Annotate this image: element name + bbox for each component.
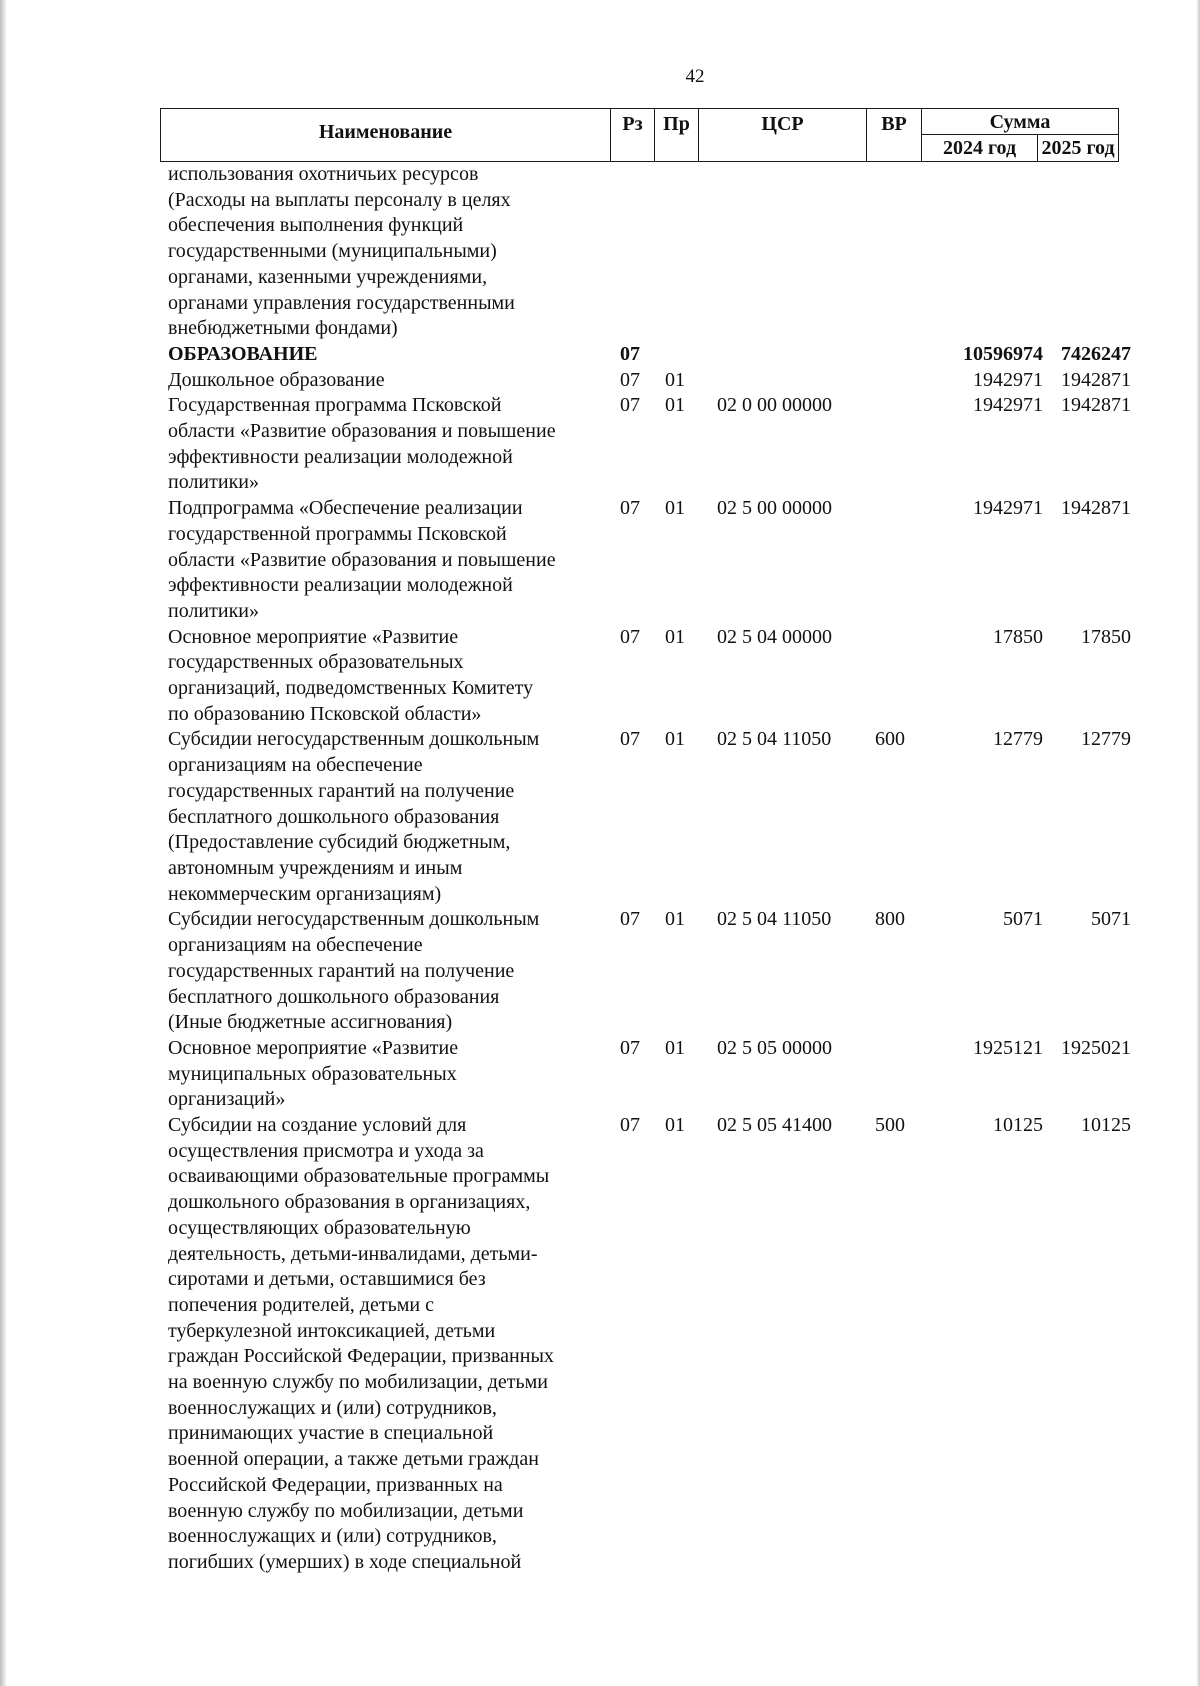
row-sum-2025: 1942871 (1061, 368, 1131, 391)
row-sum-2025: 10125 (1081, 1114, 1131, 1137)
row-rz: 07 (620, 1036, 640, 1059)
table-row (168, 393, 1131, 496)
row-sum-2024: 1925121 (973, 1036, 1043, 1059)
scan-right-edge (1196, 0, 1200, 1686)
row-sum-2025: 12779 (1081, 728, 1131, 751)
table-body (168, 162, 1131, 1576)
row-pr: 01 (665, 1114, 685, 1137)
row-pr: 01 (665, 394, 685, 417)
row-sum-2024: 10125 (993, 1114, 1043, 1137)
row-name: Основное мероприятие «Развитие муниципальных образовательных организаций» (168, 1036, 459, 1111)
row-pr: 01 (665, 497, 685, 520)
row-name: ОБРАЗОВАНИЕ (168, 342, 318, 365)
row-csr: 02 0 00 00000 (717, 394, 832, 417)
page-number: 42 (685, 66, 705, 87)
row-sum-2024: 5071 (1003, 908, 1043, 931)
row-name: Субсидии негосударственным дошкольным организациям на обеспечение государственных гарантий на получение бесплатного дошкольного образования (Предоставление субсидий бюджетным, автономным учреждениям и иным некоммерческим организациям) (168, 728, 540, 905)
row-pr: 01 (665, 1036, 685, 1059)
row-rz: 07 (620, 728, 640, 751)
row-pr: 01 (665, 908, 685, 931)
row-rz: 07 (620, 368, 640, 391)
row-vr: 800 (875, 908, 905, 931)
table-row (168, 727, 1131, 907)
row-name: Субсидии на создание условий для осуществления присмотра и ухода за осваивающими образовательные программы дошкольного образования в организациях, осуществляющих образовательную деятельность, детьми-инвалидами, детьми- сиротами и детьми, оставшимися без попечения родителей, детьми с туберкулезной интоксикацией, детьми граждан Российской Федерации, призванных на военную службу по мобилизации, детьми военнослужащих и (или) сотрудников, принимающих участие в специальной военной операции, а также детьми граждан Российской Федерации, призванных на военную службу по мобилизации, детьми военнослужащих и (или) сотрудников, погибших (умерших) в ходе специальной (168, 1114, 554, 1573)
row-sum-2025: 7426247 (1061, 342, 1131, 365)
table-row (168, 162, 1128, 342)
table-row (168, 1036, 1131, 1113)
header-csr: ЦСР (699, 109, 867, 161)
row-name: Государственная программа Псковской области «Развитие образования и повышение эффективности реализации молодежной политики» (168, 394, 556, 494)
row-rz: 07 (620, 394, 640, 417)
table-row (168, 496, 1131, 625)
header-rz: Рз (611, 109, 655, 161)
table-row (168, 368, 1131, 394)
header-sum: Сумма (922, 109, 1118, 135)
header-year-2025: 2025 год (1041, 137, 1115, 159)
row-sum-2024: 17850 (993, 625, 1043, 648)
table-row (168, 907, 1131, 1036)
row-csr: 02 5 05 41400 (717, 1114, 832, 1137)
row-sum-2025: 1942871 (1061, 497, 1131, 520)
row-sum-2024: 10596974 (963, 342, 1043, 365)
row-rz: 07 (620, 908, 640, 931)
row-sum-2024: 1942971 (973, 497, 1043, 520)
row-sum-2025: 1925021 (1061, 1036, 1131, 1059)
table-row (168, 625, 1131, 728)
header-pr: Пр (655, 109, 699, 161)
table-row (168, 342, 1131, 368)
row-name: Субсидии негосударственным дошкольным организациям на обеспечение государственных гарантий на получение бесплатного дошкольного образования (Иные бюджетные ассигнования) (168, 908, 540, 1034)
row-csr: 02 5 04 11050 (717, 908, 832, 931)
row-csr: 02 5 04 00000 (717, 625, 832, 648)
header-vr: ВР (867, 109, 922, 161)
row-rz: 07 (620, 497, 640, 520)
row-vr: 600 (875, 728, 905, 751)
row-csr: 02 5 04 11050 (717, 728, 832, 751)
row-sum-2025: 1942871 (1061, 394, 1131, 417)
row-pr: 01 (665, 625, 685, 648)
row-pr: 01 (665, 368, 685, 391)
row-sum-2024: 1942971 (973, 368, 1043, 391)
row-sum-2024: 1942971 (973, 394, 1043, 417)
row-sum-2024: 12779 (993, 728, 1043, 751)
row-name: Подпрограмма «Обеспечение реализации государственной программы Псковской области «Развитие образования и повышение эффективности реализации молодежной политики» (168, 497, 556, 622)
header-year-2024: 2024 год (922, 135, 1038, 161)
table-row (168, 1113, 1131, 1576)
row-name: Дошкольное образование (168, 368, 385, 391)
row-pr: 01 (665, 728, 685, 751)
scan-left-edge (0, 0, 6, 1686)
row-sum-2025: 5071 (1091, 908, 1131, 931)
row-rz: 07 (620, 342, 640, 365)
row-sum-2025: 17850 (1081, 625, 1131, 648)
row-csr: 02 5 05 00000 (717, 1036, 832, 1059)
table-header (160, 108, 1119, 162)
row-rz: 07 (620, 1114, 640, 1137)
row-rz: 07 (620, 625, 640, 648)
row-csr: 02 5 00 00000 (717, 497, 832, 520)
row-name: использования охотничьих ресурсов (Расходы на выплаты персоналу в целях обеспечения выполнения функций государственными (муниципальными) органами, казенными учреждениями, органами управления государственными внебюджетными фондами) (168, 163, 515, 340)
row-name: Основное мероприятие «Развитие государственных образовательных организаций, подведомственных Комитету по образованию Псковской области» (168, 625, 534, 725)
header-name: Наименование (161, 109, 611, 161)
row-vr: 500 (875, 1114, 905, 1137)
